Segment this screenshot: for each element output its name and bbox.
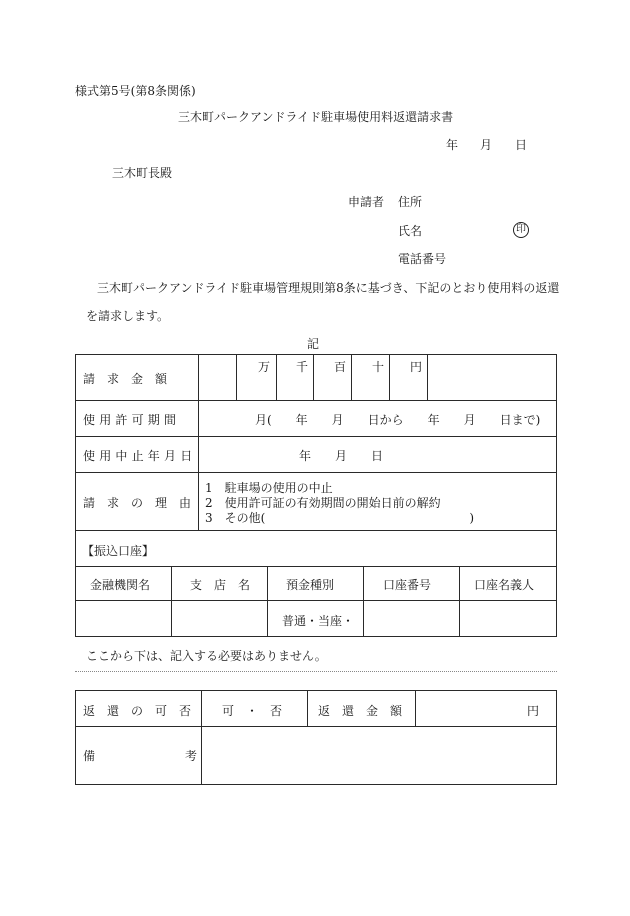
period-value-field[interactable]: 月( 年 月 日から 年 月 日まで) [255,413,541,427]
reason-option-2[interactable]: 2 使用許可証の有効期間の開始日前の解約 [205,496,441,510]
bank-col-account-number: 口座番号 [383,578,432,592]
body-text-line-1: 三木町パークアンドライド駐車場管理規則第8条に基づき、下記のとおり使用料の返還 [97,281,560,295]
bank-col-branch: 支 店 名 [190,578,251,592]
remarks-field[interactable] [202,727,555,783]
reason-option-1[interactable]: 1 駐車場の使用の中止 [205,481,333,495]
form-number: 様式第5号(第8条関係) [75,84,196,98]
reason-option-3[interactable]: 3 その他( ) [205,511,474,525]
ki-heading: 記 [307,337,320,351]
stop-date-field[interactable]: 年 月 日 [299,449,384,463]
applicant-label: 申請者 [348,195,385,209]
period-label: 使用許可期間 [83,413,181,427]
remarks-label-2: 考 [185,749,198,763]
date-year[interactable]: 年 [446,138,459,152]
amount-input-area[interactable] [199,355,555,399]
reason-label: 請 求 の 理 由 [83,496,192,510]
seal-mark-icon: 印 [513,222,529,238]
return-amount-yen: 円 [527,704,540,718]
return-amount-label: 返 還 金 額 [318,704,403,718]
unit-hyaku: 百 [334,360,347,374]
unit-man: 万 [258,360,271,374]
stop-date-label: 使用中止年月日 [83,449,197,463]
return-label: 返 還 の 可 否 [83,704,192,718]
remarks-label-1: 備 [83,749,96,763]
date-month[interactable]: 月 [480,138,493,152]
bank-col-account-holder: 口座名義人 [474,578,535,592]
document-title: 三木町パークアンドライド駐車場使用料返還請求書 [178,110,454,124]
unit-sen: 千 [296,360,309,374]
address-label: 住所 [398,195,423,209]
body-text-line-2: を請求します。 [86,309,170,323]
cut-line [75,671,557,672]
amount-label: 請 求 金 額 [83,372,168,386]
phone-label: 電話番号 [398,252,447,266]
addressee: 三木町長殿 [112,166,173,180]
date-day[interactable]: 日 [515,138,528,152]
bank-col-account-type: 預金種別 [286,578,335,592]
name-label: 氏名 [398,224,423,238]
account-type-field[interactable]: 普通・当座・ [282,614,355,628]
office-use-notice: ここから下は、記入する必要はありません。 [86,649,327,663]
return-choice[interactable]: 可 ・ 否 [222,704,283,718]
bank-heading: 【振込口座】 [82,544,155,558]
unit-juu: 十 [372,360,385,374]
bank-col-institution: 金融機関名 [90,578,151,592]
unit-yen: 円 [410,360,423,374]
